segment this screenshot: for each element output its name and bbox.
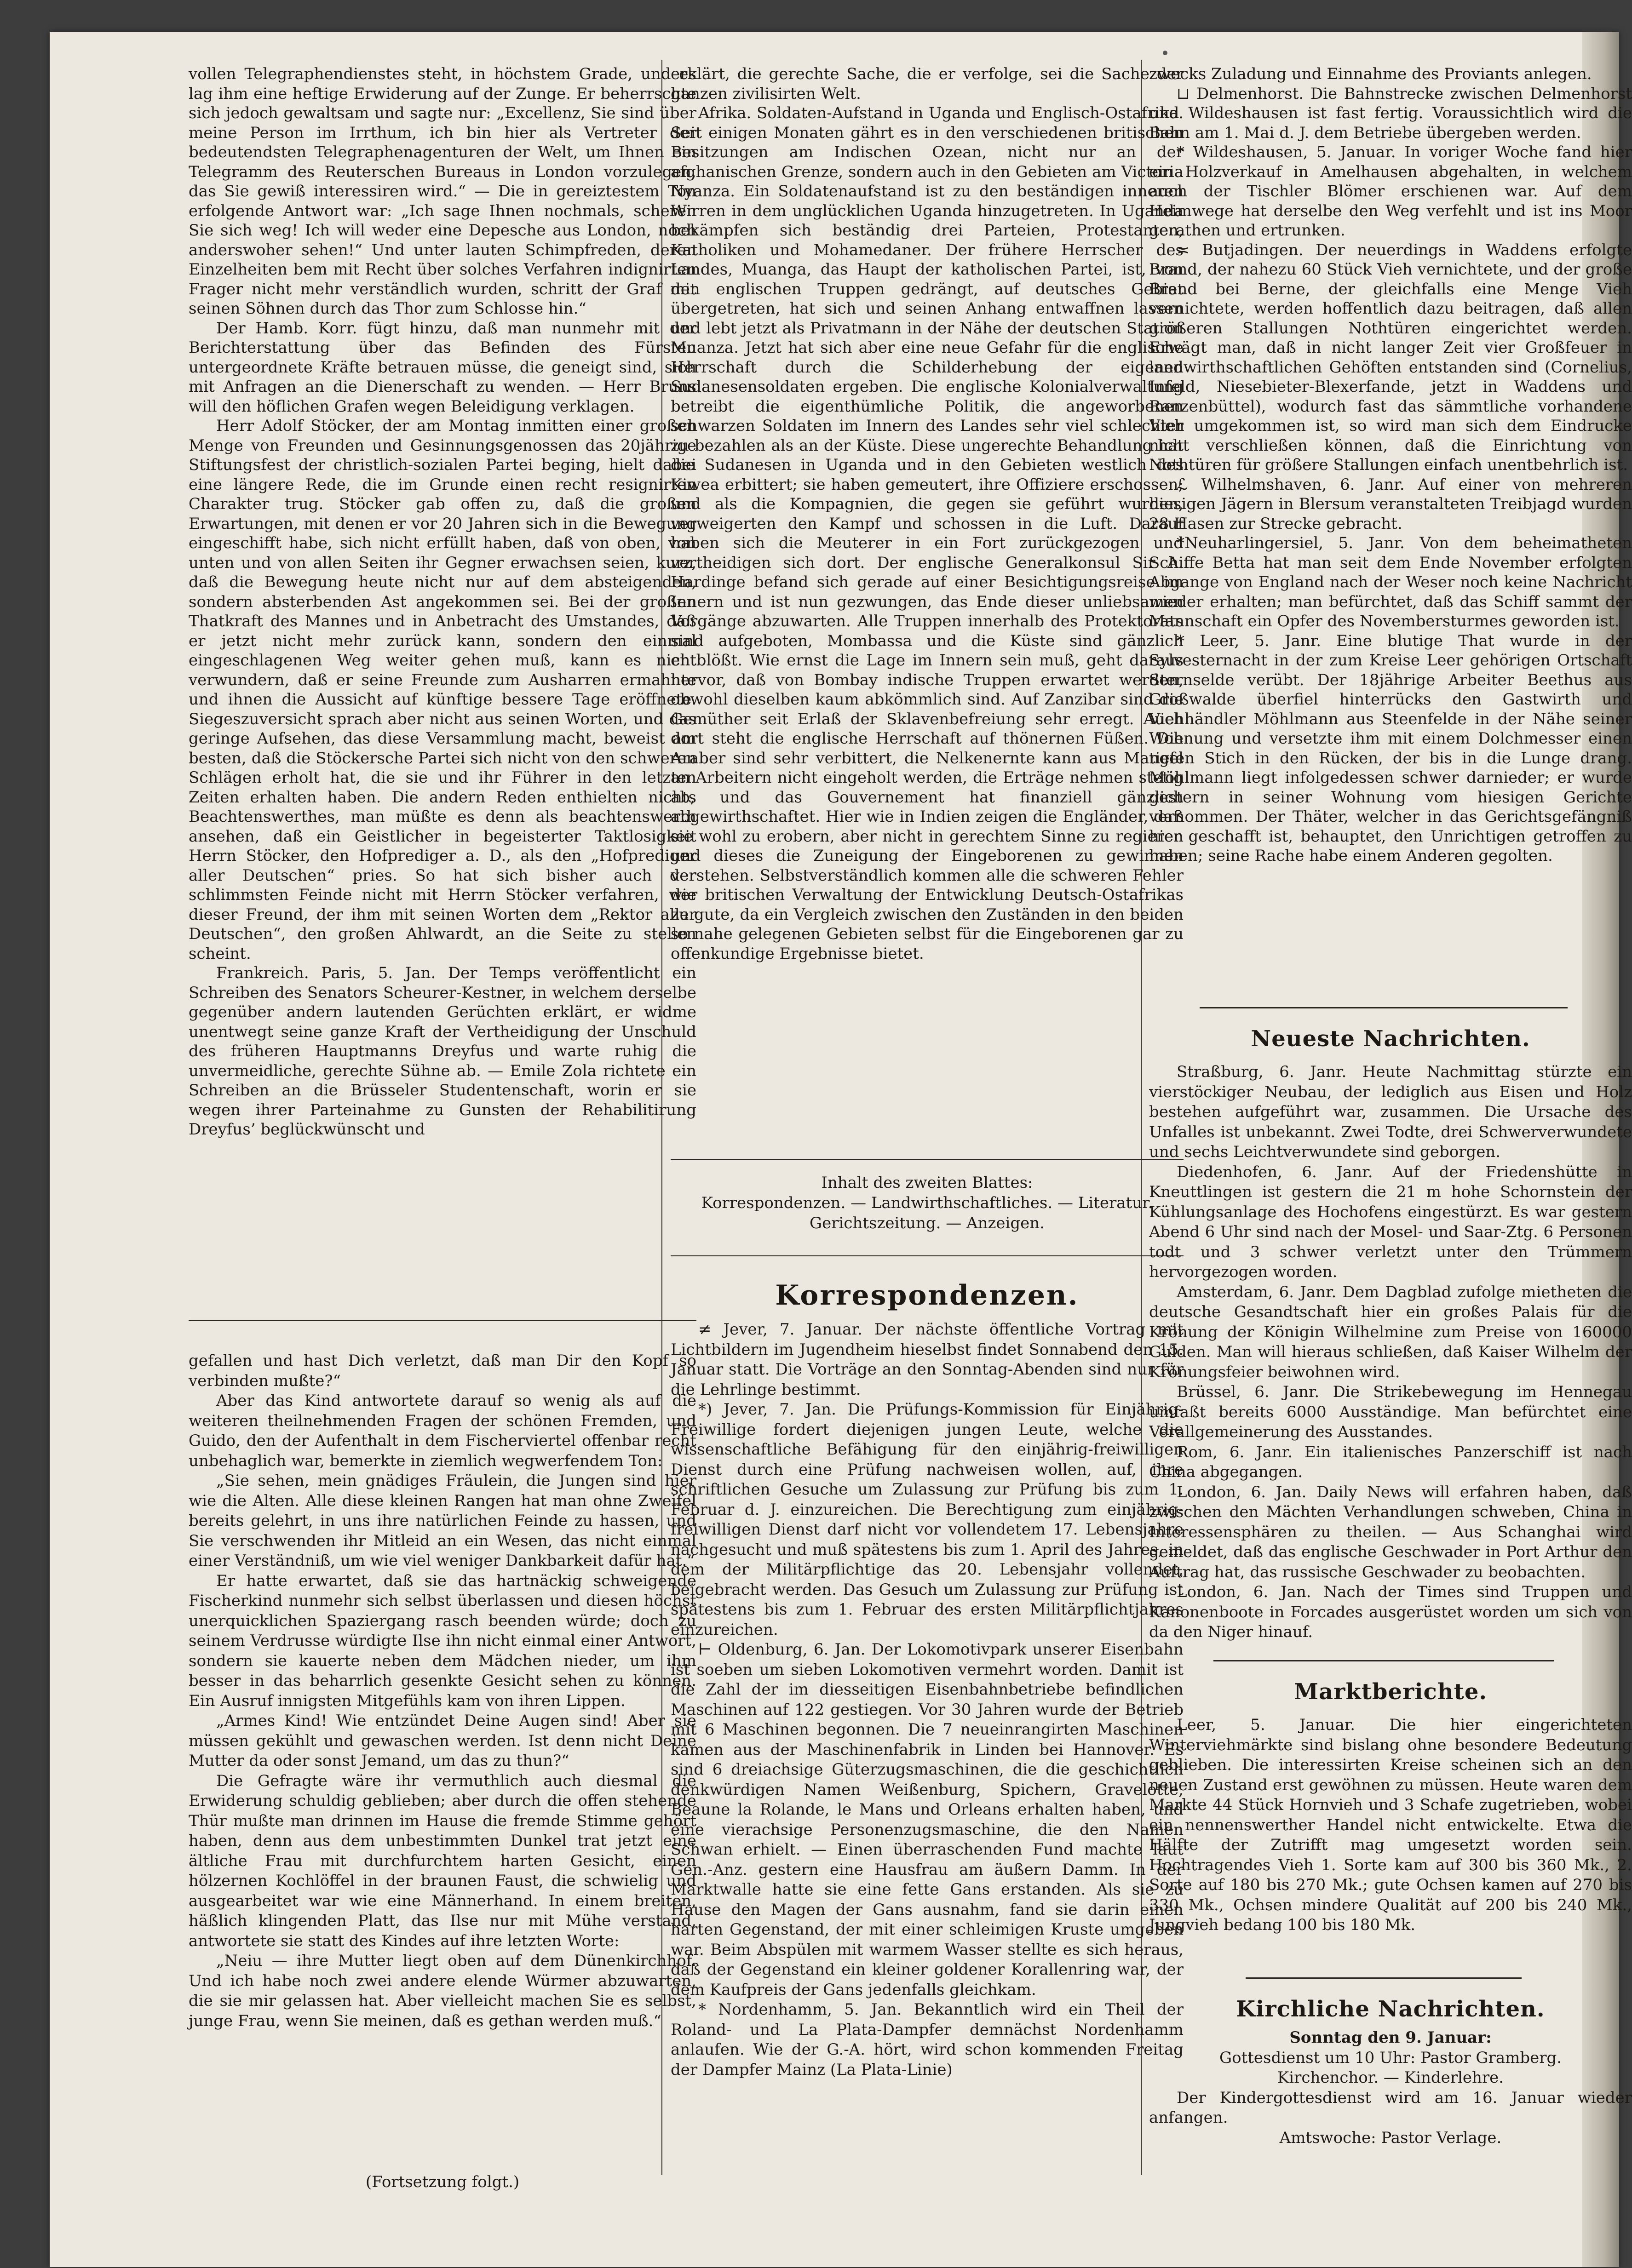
markt-rule — [1213, 1660, 1554, 1661]
paragraph: „Armes Kind! Wie entzündet Deine Augen sind! Aber sie müssen gekühlt und gewaschen werden. Ist denn nicht Deine Mutter da oder sonst Jemand, um das zu thun?“ — [189, 1712, 696, 1770]
contents-title: Inhalt des zweiten Blattes: — [821, 1174, 1033, 1192]
paragraph: London, 6. Jan. Daily News will erfahren haben, daß zwischen den Mächten Verhandlungen schweben, China in Interessensphären zu theilen. — Aus Schanghai wird gemeldet, daß das englische Geschwader in Port Arthur den Auftrag hat, das russische Geschwader zu beobachten. — [1149, 1483, 1632, 1581]
paragraph: zwecks Zuladung und Einnahme des Proviants anlegen. — [1149, 65, 1592, 83]
paragraph: „Sie sehen, mein gnädiges Fräulein, die Jungen sind hier wie die Alten. Alle diese kleinen Rangen hat man ohne Zweifel bereits gelehrt, in uns ihre natürlichen Feinde zu hassen, und Sie verschwenden ihr Mitleid an ein Wesen, das nicht einmal einer Verständniß, um wie viel weniger Dankbarkeit dafür hat.“ — [189, 1472, 696, 1570]
paragraph: Brüssel, 6. Janr. Die Strikebewegung im Hennegau umfaßt bereits 6000 Ausständige. Man befürchtet eine Verallgemeinerung des Ausstandes. — [1149, 1383, 1632, 1441]
paragraph: Leer, 5. Januar. Die hier eingerichteten Winterviehmärkte sind bislang ohne besondere Bedeutung geblieben. Die interessirten Kreise scheinen sich an den neuen Zustand erst gewöhnen zu müssen. Heute waren dem Markte 44 Stück Hornvieh und 3 Schafe zugetrieben, wobei ein nennenswerther Handel nicht entwickelte. Etwa die Hälfte der Zutrifft mag umgesetzt worden sein. Hochtragendes Vieh 1. Sorte kam auf 300 bis 360 Mk., 2. Sorte auf 180 bis 270 Mk.; gute Ochsen kamen auf 270 bis 330 Mk., Ochsen mindere Qualität auf 200 bis 240 Mk., Jungvieh bedang 100 bis 180 Mk. — [1149, 1716, 1632, 1934]
paragraph: gefallen und hast Dich verletzt, daß man Dir den Kopf so verbinden mußte?“ — [189, 1352, 696, 1390]
paragraph: ⊔ Delmenhorst. Die Bahnstrecke zwischen Delmenhorst und Wildeshausen ist fast fertig. Voraussichtlich wird die Bahn am 1. Mai d. J. dem Betriebe übergeben werden. — [1149, 84, 1632, 142]
contents-rule-top — [671, 1159, 1184, 1160]
paragraph: Diedenhofen, 6. Janr. Auf der Friedenshütte in Kneuttlingen ist gestern die 21 m hohe Schornstein der Kühlungsanlage des Hochofens eingestürzt. Es war gestern Abend 6 Uhr sind nach der Mosel- und Saar-Ztg. 6 Personen todt und 3 schwer verletzt unter den Trümmern hervorgezogen worden. — [1149, 1163, 1632, 1281]
paragraph: ≠ Jever, 7. Januar. Der nächste öffentliche Vortrag mit Lichtbildern im Jugendheim hieselbst findet Sonnabend den 15. Januar statt. Die Vorträge an den Sonntag-Abenden sind nur für die Lehrlinge bestimmt. — [671, 1320, 1184, 1399]
paragraph: Rom, 6. Janr. Ein italienisches Panzerschiff ist nach China abgegangen. — [1149, 1443, 1632, 1481]
paragraph: London, 6. Jan. Nach der Times sind Truppen und Kanonenboote in Forcades ausgerüstet worden um sich von da den Niger hinauf. — [1149, 1583, 1632, 1641]
column-3-local — [1149, 64, 1632, 1002]
newspaper-page — [50, 32, 1632, 2267]
neueste-rule — [1200, 1007, 1568, 1008]
paragraph: Frankreich. Paris, 5. Jan. Der Temps veröffentlicht ein Schreiben des Senators Scheurer-Kestner, in welchem derselbe gegenüber andern lautenden Gerüchten erklärt, er widme unentwegt seine ganze Kraft der Vertheidigung der Unschuld des früheren Hauptmanns Dreyfus und warte ruhig die unvermeidliche, gerechte Sühne ab. — Emile Zola richtete ein Schreiben an die Brüsseler Studentenschaft, worin er sie wegen ihrer Parteinahme zu Gunsten der Rehabilitirung Dreyfus’ beglückwünscht und — [189, 964, 696, 1139]
contents-rule-bottom — [671, 1255, 1184, 1256]
paragraph: vollen Telegraphendienstes steht, in höchstem Grade, und es lag ihm eine heftige Erwiderung auf der Zunge. Er beherrschte sich jedoch gewaltsam und sagte nur: „Excellenz, Sie sind über meine Person im Irrthum, ich bin hier als Vertreter der bedeutendsten Telegraphenagenturen der Welt, um Ihnen ein Telegramm des Reuterschen Bureaus in London vorzulegen, das Sie gewiß interessiren wird.“ — Die in gereiztestem Ton erfolgende Antwort war: „Ich sage Ihnen nochmals, scheren Sie sich weg! Ich will weder eine Depesche aus London, noch anderswoher sehen!“ Und unter lauten Schimpfreden, deren Einzelheiten bem mit Recht über solches Verfahren indignirten Frager nicht mehr verständlich wurden, schritt der Graf mit seinen Söhnen durch das Thor zum Schlosse hin.“ — [189, 65, 696, 318]
paragraph: Amsterdam, 6. Janr. Dem Dagblad zufolge mietheten die deutsche Gesandtschaft hier ein großes Palais für die Krönung der Königin Wilhelmine zum Preise von 160000 Gulden. Man will hieraus schließen, daß Kaiser Wilhelm der Krönungsfeier beiwohnen wird. — [1149, 1283, 1632, 1381]
paragraph: ≍ Butjadingen. Der neuerdings in Waddens erfolgte Brand, der nahezu 60 Stück Vieh vernichtete, und der große Brand bei Berne, der gleichfalls eine Menge Vieh vernichtete, werden hoffentlich dazu beitragen, daß allen größeren Stallungen Nothtüren eingerichtet werden. Erwägt man, daß in nicht langer Zeit vier Großfeuer in landwirthschaftlichen Gehöften entstanden sind (Cornelius, Infeld, Niesebieter-Blexerfande, jetzt in Waddens und Ranzenbüttel), wodurch fast das sämmtliche vorhandene Vieh umgekommen ist, so wird man sich dem Eindrucke nicht verschließen können, daß die Einrichtung von Nothtüren für größere Stallungen einfach unentbehrlich ist. — [1149, 241, 1632, 474]
kirch-subheading: Sonntag den 9. Januar: — [1289, 2028, 1492, 2047]
markt-heading: Marktberichte. — [1293, 1679, 1488, 1705]
fold-mark — [1163, 51, 1167, 55]
paragraph: Afrika. Soldaten-Aufstand in Uganda und Englisch-Ostafrika. Seit einigen Monaten gährt es in den verschiedenen britischen Besitzungen am Indischen Ozean, nicht nur an der afghanischen Grenze, sondern auch in den Gebieten am Victoria Nyanza. Ein Soldatenaufstand ist zu den beständigen inneren Wirren in dem unglücklichen Uganda hinzugetreten. In Uganda bekämpfen sich beständig drei Parteien, Protestanten, Katholiken und Mohamedaner. Der frühere Herrscher des Landes, Muanga, das Haupt der katholischen Partei, ist, von den englischen Truppen gedrängt, auf deutsches Gebiet übergetreten, hat sich und seinen Anhang entwaffnen lassen und lebt jetzt als Privatmann in der Nähe der deutschen Station Muanza. Jetzt hat sich aber eine neue Gefahr für die englische Herrschaft durch die Schilderhebung der eigenen Sudanesensoldaten ergeben. Die englische Kolonialverwaltung betreibt die eigenthümliche Politik, die angeworbenen schwarzen Soldaten im Innern des Landes sehr viel schlechter zu bezahlen als an der Küste. Diese ungerechte Behandlung hat die Sudanesen in Uganda und in den Gebieten westlich des Kiwea erbittert; sie haben gemeutert, ihre Offiziere erschossen; und als die Kompagnien, die gegen sie geführt wurden, verweigerten den Kampf und schossen in die Luft. Darauf haben sich die Meuterer in ein Fort zurückgezogen und vertheidigen sich dort. Der englische Generalkonsul Sir A. Hardinge befand sich gerade auf einer Besichtigungsreise im Innern und ist nun gezwungen, das Ende dieser unliebsamen Vorgänge abzuwarten. Alle Truppen innerhalb des Protektorats sind aufgeboten, Mombassa und die Küste sind gänzlich entblößt. Wie ernst die Lage im Innern sein muß, geht daraus hervor, daß von Bombay indische Truppen erwartet werden, obwohl dieselben kaum abkömmlich sind. Auf Zanzibar sind die Gemüther seit Erlaß der Sklavenbefreiung sehr erregt. Auch dort steht die englische Herrschaft auf thönernen Füßen. Die Araber sind sehr verbittert, die Nelkenernte kann aus Mangel an Arbeitern nicht eingeholt werden, die Erträge nehmen stetig ab, und das Gouvernement hat finanziell gänzlich abgewirthschaftet. Hier wie in Indien zeigen die Engländer, daß sie wohl zu erobern, aber nicht in gerechtem Sinne zu regieren und dieses die Zuneigung der Eingeborenen zu gewinnen verstehen. Selbstverständlich kommen alle die schweren Fehler der britischen Verwaltung der Entwicklung Deutsch-Ostafrikas zu gute, da ein Vergleich zwischen den Zuständen in den beiden so nahe gelegenen Gebieten selbst für die Eingeborenen gar zu offenkundige Ergebnisse bietet. — [671, 104, 1184, 963]
paragraph: ⊢ Oldenburg, 6. Jan. Der Lokomotivpark unserer Eisenbahn ist soeben um sieben Lokomotiven vermehrt worden. Damit ist die Zahl der im diesseitigen Eisenbahnbetriebe befindlichen Maschinen auf 122 gestiegen. Vor 30 Jahren wurde der Betrieb mit 6 Maschinen begonnen. Die 7 neueinrangirten Maschinen kamen aus der Maschinenfabrik in Linden bei Hannover. Es sind 6 dreiachsige Güterzugsmaschinen, die die geschichtlich denkwürdigen Namen Weißenburg, Spichern, Gravelotte, Beaune la Rolande, le Mans und Orleans erhalten haben, und eine vierachsige Personenzugsmaschine, die den Namen Schwan erhielt. — Einen überraschenden Fund machte laut Gen.-Anz. gestern eine Hausfrau am äußern Damm. In der Marktwalle hatte sie eine fette Gans erstanden. Als sie zu Hause den Magen der Gans ausnahm, fand sie darin einen harten Gegenstand, der mit einer schleimigen Kruste umgeben war. Beim Abspülen mit warmem Wasser stellte es sich heraus, daß der Gegenstand ein kleiner goldener Korallenring war, der dem Kaufpreis der Gans jedenfalls gleichkam. — [671, 1640, 1184, 1999]
paragraph: Er hatte erwartet, daß sie das hartnäckig schweigende Fischerkind nunmehr sich selbst überlassen und diesen höchst unerquicklichen Spaziergang rasch beenden würde; doch zu seinem Verdrusse würdigte Ilse ihn nicht einmal einer Antwort, sondern sie kauerte neben dem Mädchen nieder, um ihm besser in das beharrlich gesenkte Gesicht sehen zu können. Ein Ausruf innigsten Mitgefühls kam von ihren Lippen. — [189, 1571, 696, 1710]
paragraph: * Leer, 5. Janr. Eine blutige That wurde in der Sylvesternacht in der zum Kreise Leer gehörigen Ortschaft Sternselde verübt. Der 18jährige Arbeiter Beethus aus Großwalde überfiel hinterrücks den Gastwirth und Viehhändler Möhlmann aus Steenfelde in der Nähe seiner Wohnung und versetzte ihm mit einem Dolchmesser einen tiefen Stich in den Rücken, der bis in die Lunge drang. Möhlmann liegt infolgedessen schwer darnieder; er wurde gestern in seiner Wohnung vom hiesigen Gerichte vernommen. Der Thäter, welcher in das Gerichtsgefängniß hier geschafft ist, behauptet, den Unrichtigen getroffen zu haben; seine Rache habe einem Anderen gegolten. — [1149, 631, 1632, 865]
paragraph: Straßburg, 6. Janr. Heute Nachmittag stürzte ein vierstöckiger Neubau, der lediglich aus Eisen und Holz bestehen aufgeführt war, zusammen. Die Ursache des Unfalles ist unbekannt. Zwei Todte, drei Schwerverwundete und sechs Leichtverwundete sind geborgen. — [1149, 1063, 1632, 1161]
korrespondenzen-heading: Korrespondenzen. — [775, 1279, 1079, 1312]
contents-body: Korrespondenzen. — Landwirthschaftliches. — Literatur. Gerichtszeitung. — Anzeigen. — [701, 1194, 1153, 1232]
paragraph: „Neiu — ihre Mutter liegt oben auf dem Dünenkirchhof. Und ich habe noch zwei andere elende Würmer abzuwarten, die sie mir gelassen hat. Aber vielleicht machen Sie es selbst, junge Frau, wenn Sie meinen, daß es gethan werden muß.“ — [189, 1952, 696, 2030]
continued-note: (Fortsetzung folgt.) — [365, 2173, 520, 2191]
neueste-nachrichten — [1149, 1062, 1632, 1641]
paragraph: *) Jever, 7. Jan. Die Prüfungs-Kommission für Einjährig-Freiwillige fordert diejenigen jungen Leute, welche die wissenschaftliche Befähigung für den einjährig-freiwilligen Dienst durch eine Prüfung nachweisen wollen, auf, ihre schriftlichen Gesuche um Zulassung zur Prüfung bis zum 1. Februar d. J. einzureichen. Die Berechtigung zum einjährig-freiwilligen Dienst darf nicht vor vollendetem 17. Lebensjahre nachgesucht und muß spätestens bis zum 1. April des Jahres, in dem der Militärpflichtige das 20. Lebensjahr vollendet, beigebracht werden. Das Gesuch um Zulassung zur Prüfung ist spätestens bis zum 1. Februar des ersten Militärpflichtjahres einzureichen. — [671, 1400, 1184, 1639]
serial-story — [189, 1351, 696, 2165]
marktberichte — [1149, 1715, 1632, 1964]
paragraph: Herr Adolf Stöcker, der am Montag inmitten einer großen Menge von Freunden und Gesinnungsgenossen das 20jährige Stiftungsfest der christlich-sozialen Partei beging, hielt dabei eine längere Rede, die im Grunde einen recht resignirten Charakter trug. Stöcker gab offen zu, daß die großen Erwartungen, mit denen er vor 20 Jahren sich in die Bewegung eingeschifft habe, sich nicht erfüllt haben, daß von oben, von unten und von allen Seiten ihr Gegner erwachsen seien, kurz, daß die Bewegung heute nicht nur auf dem absteigenden, sondern absterbenden Ast angekommen sei. Bei der großen Thatkraft des Mannes und in Anbetracht des Umstandes, daß er jetzt nicht mehr zurück kann, sondern den einmal eingeschlagenen Weg weiter gehen muß, kann es nicht verwundern, daß er seine Freunde zum Ausharren ermahnte und ihnen die Aussicht auf künftige bessere Tage eröffnete. Siegeszuversicht sprach aber nicht aus seinen Worten, und das geringe Aufsehen, das diese Versammlung macht, beweist am besten, daß die Stöckersche Partei sich nicht von den schweren Schlägen erholt hat, die sie und ihr Führer in den letzten Zeiten erhalten haben. Die andern Reden enthielten nichts Beachtenswerthes, man müßte es denn als beachtenswerth ansehen, daß ein Geistlicher in begeisterter Taktlosigkeit Herrn Stöcker, den Hofprediger a. D., als den „Hofprediger aller Deutschen“ pries. So hat sich bisher auch der schlimmsten Feinde nicht mit Herrn Stöcker verfahren, wie dieser Freund, der ihm mit seinen Worten dem „Rektor aller Deutschen“, den großen Ahlwardt, an die Seite zu stellen scheint. — [189, 417, 696, 963]
paragraph: ℒ Wilhelmshaven, 6. Janr. Auf einer von mehreren hiesigen Jägern in Blersum veranstalteten Treibjagd wurden 28 Hasen zur Strecke gebracht. — [1149, 475, 1632, 533]
neueste-heading: Neueste Nachrichten. — [1251, 1026, 1530, 1052]
kirch-line: Gottesdienst um 10 Uhr: Pastor Gramberg. — [1219, 2048, 1562, 2067]
kirch-rule — [1246, 1977, 1522, 1979]
paragraph: erklärt, die gerechte Sache, die er verfolge, sei die Sache der ganzen zivilisirten Welt. — [671, 65, 1184, 103]
paragraph: * Wildeshausen, 5. Januar. In voriger Woche fand hier ein Holzverkauf in Amelhausen abgehalten, in welchem auch der Tischler Blömer erschienen war. Auf dem Heimwege hat derselbe den Weg verfehlt und ist ins Moor gerathen und ertrunken. — [1149, 143, 1632, 240]
paragraph: *Neuharlingersiel, 5. Janr. Von dem beheimatheten Schiffe Betta hat man seit dem Ende November erfolgten Abgange von England nach der Weser noch keine Nachricht wieder erhalten; man befürchtet, daß das Schiff sammt der Mannschaft ein Opfer des Novembersturmes geworden ist. — [1149, 534, 1632, 630]
paragraph: Aber das Kind antwortete darauf so wenig als auf die weiteren theilnehmenden Fragen der schönen Fremden, und Guido, den der Aufenthalt in dem Fischerviertel offenbar recht unbehaglich war, bemerkte in ziemlich wegwerfendem Ton: — [189, 1392, 696, 1470]
feuilleton-rule — [189, 1320, 696, 1321]
paragraph: Der Hamb. Korr. fügt hinzu, daß man nunmehr mit der Berichterstattung über das Befinden des Fürsten untergeordnete Kräfte betrauen müsse, die geneigt sind, sich mit Anfragen an die Dienerschaft zu wenden. — Herr Bruns will den höflichen Grafen wegen Beleidigung verklagen. — [189, 319, 696, 416]
kirch-heading: Kirchliche Nachrichten. — [1236, 1996, 1545, 2022]
korrespondenzen — [671, 1320, 1184, 2175]
kirch-line: Amtswoche: Pastor Verlage. — [1279, 2128, 1502, 2147]
column-1-news — [189, 64, 696, 1315]
kirch-line: Kirchenchor. — Kinderlehre. — [1277, 2068, 1504, 2087]
paragraph: * Nordenhamm, 5. Jan. Bekanntlich wird ein Theil der Roland- und La Plata-Dampfer demnächst Nordenhamm anlaufen. Wie der G.-A. hört, wird schon kommenden Freitag der Dampfer Mainz (La Plata-Linie) — [671, 2000, 1184, 2079]
paragraph: Die Gefragte wäre ihr vermuthlich auch diesmal die Erwiderung schuldig geblieben; aber durch die offen stehende Thür mußte man drinnen im Hause die fremde Stimme gehört haben, denn aus dem unbestimmten Dunkel trat jetzt eine ältliche Frau mit durchfurchtem harten Gesicht, einen hölzernen Kochlöffel in der braunen Faust, die schwielig und ausgearbeitet war wie eine Männerhand. In einem breiten, häßlich klingenden Platt, das Ilse nur mit Mühe verstand, antwortete sie statt des Kindes auf ihre letzten Worte: — [189, 1771, 696, 1950]
kirchliche-nachrichten — [1149, 2028, 1632, 2148]
contents-box — [671, 1173, 1184, 1233]
column-2-news — [671, 64, 1184, 1154]
kirch-line: Der Kindergottesdienst wird am 16. Januar wieder anfangen. — [1149, 2088, 1632, 2127]
